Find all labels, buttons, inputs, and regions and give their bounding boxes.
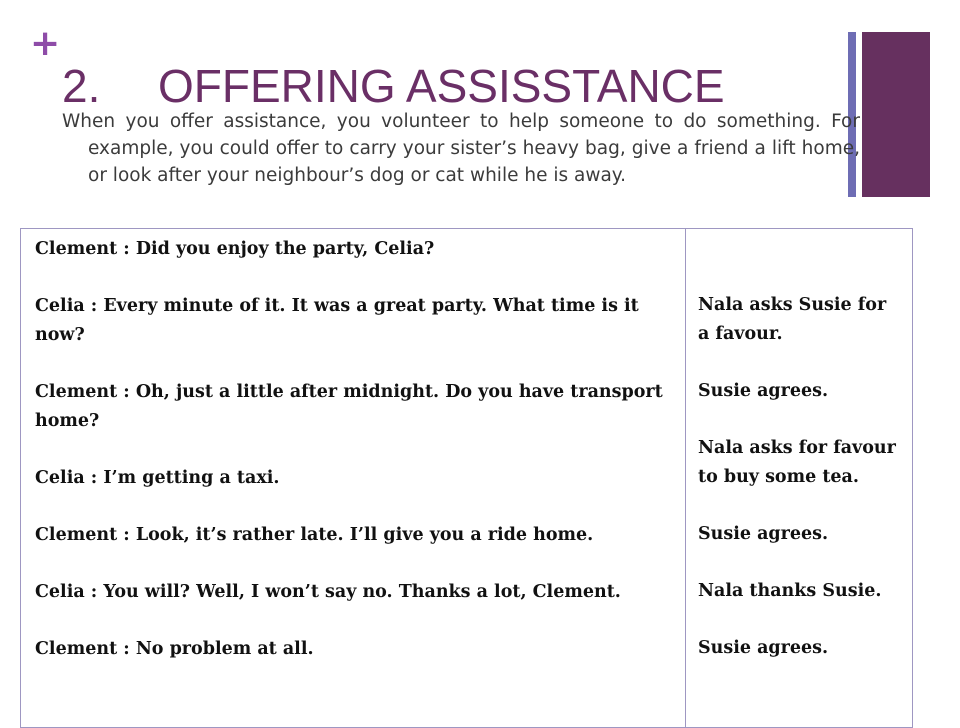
plus-icon: + — [30, 23, 61, 64]
dialogue-line: Celia : You will? Well, I won’t say no. Thanks a lot, Clement. — [35, 582, 621, 602]
dialogue-table — [20, 228, 913, 728]
dialogue-line: Clement : Look, it’s rather late. I’ll give you a ride home. — [35, 525, 594, 545]
title-text: OFFERING ASSISSTANCE — [158, 60, 725, 112]
intro-paragraph: When you offer assistance, you volunteer to help someone to do something. For example, you could offer to carry your sister’s heavy bag, give a friend a lift home, or look after your neighbour’s dog or cat while he is away. — [62, 111, 860, 186]
summary-line: Susie agrees. — [698, 381, 829, 401]
accent-bar-thick — [862, 32, 930, 197]
slide-title — [62, 56, 725, 116]
dialogue-line: Clement : Oh, just a little after midnight. Do you have transport home? — [35, 382, 663, 431]
summary-line: Nala asks for favour to buy some tea. — [698, 438, 896, 487]
summary-line: Nala thanks Susie. — [698, 581, 882, 601]
summary-cell — [686, 229, 913, 728]
title-number: 2. — [62, 60, 101, 112]
dialogue-line: Celia : I’m getting a taxi. — [35, 468, 280, 488]
summary-line: Susie agrees. — [698, 638, 829, 658]
dialogue-line: Celia : Every minute of it. It was a great party. What time is it now? — [35, 296, 639, 345]
summary-line: Nala asks Susie for a favour. — [698, 295, 887, 344]
dialogue-cell — [21, 229, 686, 728]
summary-line: Susie agrees. — [698, 524, 829, 544]
dialogue-line: Clement : Did you enjoy the party, Celia? — [35, 239, 435, 259]
dialogue-line: Clement : No problem at all. — [35, 639, 314, 659]
table-row — [21, 229, 913, 728]
